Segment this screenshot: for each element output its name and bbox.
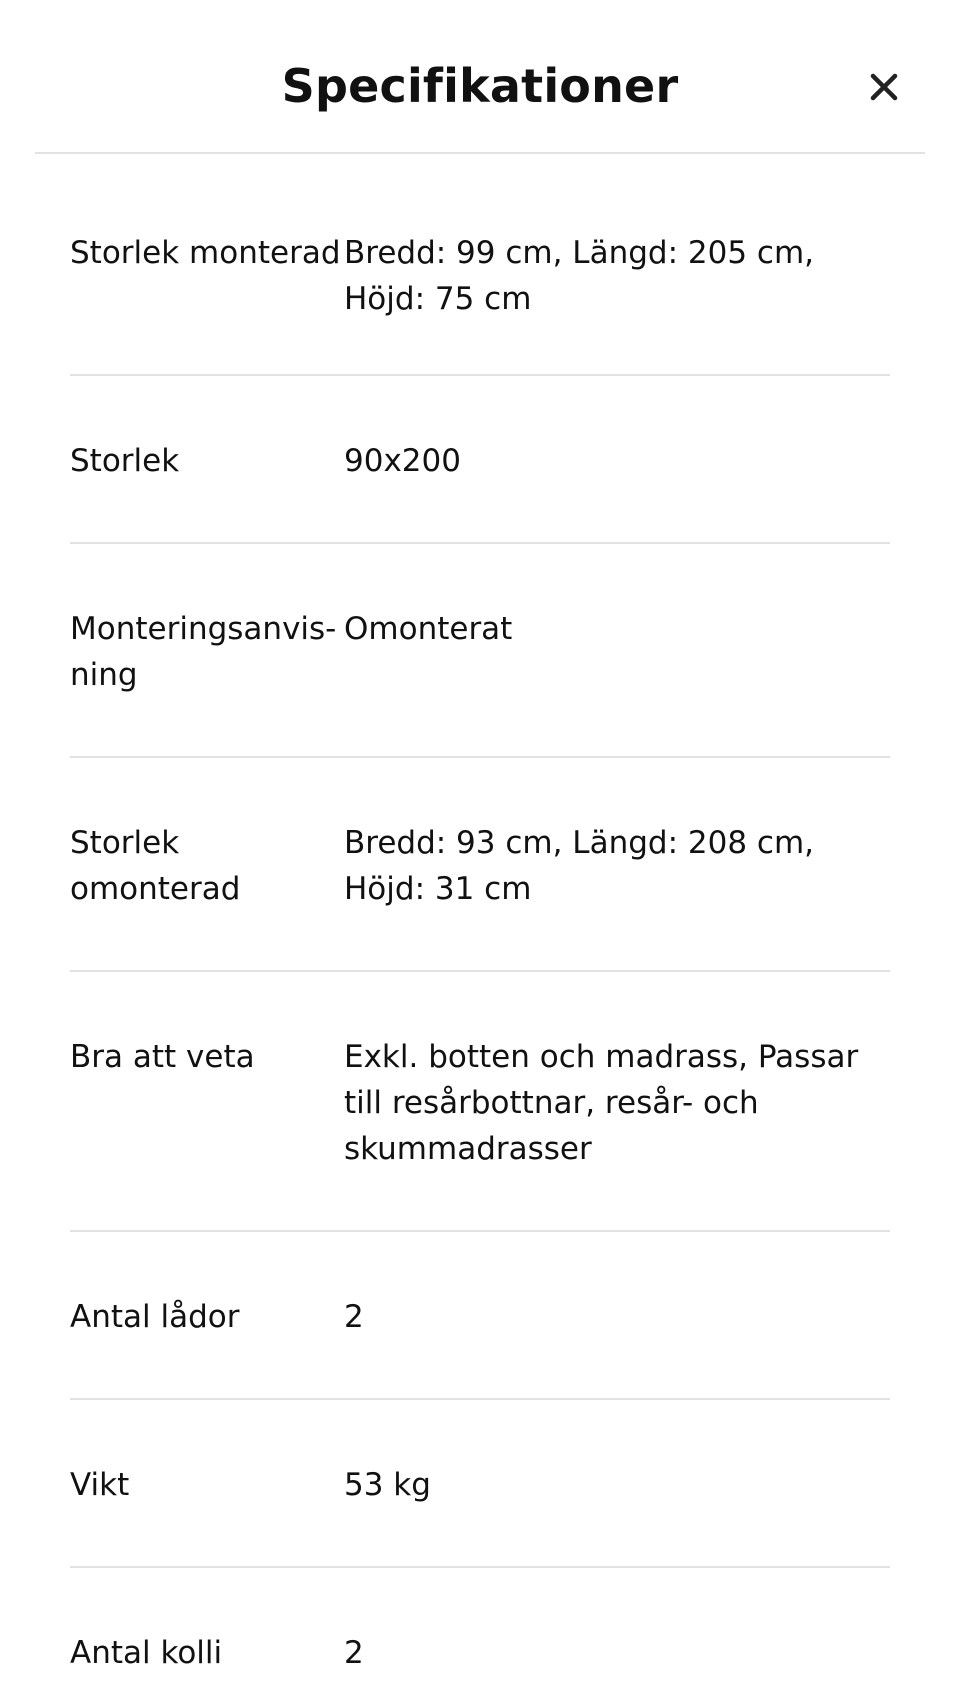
spec-row-good-to-know (70, 972, 890, 1232)
spec-row-size-unassembled (70, 758, 890, 972)
spec-label: Monteringsanvis-ning (70, 611, 337, 693)
spec-label: Storlek (70, 443, 180, 479)
spec-label: Antal lådor (70, 1299, 240, 1335)
spec-value: 2 (344, 1635, 364, 1671)
spec-label: Bra att veta (70, 1039, 255, 1075)
spec-row-packages (70, 1568, 890, 1704)
spec-value: 90x200 (344, 443, 461, 479)
spec-value: Bredd: 99 cm, Längd: 205 cm, Höjd: 75 cm (344, 235, 814, 317)
modal-header (35, 0, 925, 154)
spec-row-size (70, 376, 890, 544)
spec-list (70, 154, 890, 1704)
spec-row-size-assembled (70, 154, 890, 376)
spec-row-drawers (70, 1232, 890, 1400)
spec-label: Antal kolli (70, 1635, 223, 1671)
spec-value: Bredd: 93 cm, Längd: 208 cm, Höjd: 31 cm (344, 825, 814, 907)
spec-row-weight (70, 1400, 890, 1568)
spec-value: 53 kg (344, 1467, 431, 1503)
close-button[interactable] (869, 72, 899, 102)
close-icon (869, 72, 899, 102)
spec-label: Storlek monterad (70, 235, 341, 271)
spec-row-assembly (70, 544, 890, 758)
spec-value: Exkl. botten och madrass, Passar till resårbottnar, resår- och skummadrasser (344, 1039, 859, 1167)
spec-label: Vikt (70, 1467, 130, 1503)
spec-value: Omonterat (344, 611, 513, 647)
spec-label: Storlek omonterad (70, 825, 241, 907)
spec-value: 2 (344, 1299, 364, 1335)
modal-title: Specifikationer (281, 59, 679, 113)
